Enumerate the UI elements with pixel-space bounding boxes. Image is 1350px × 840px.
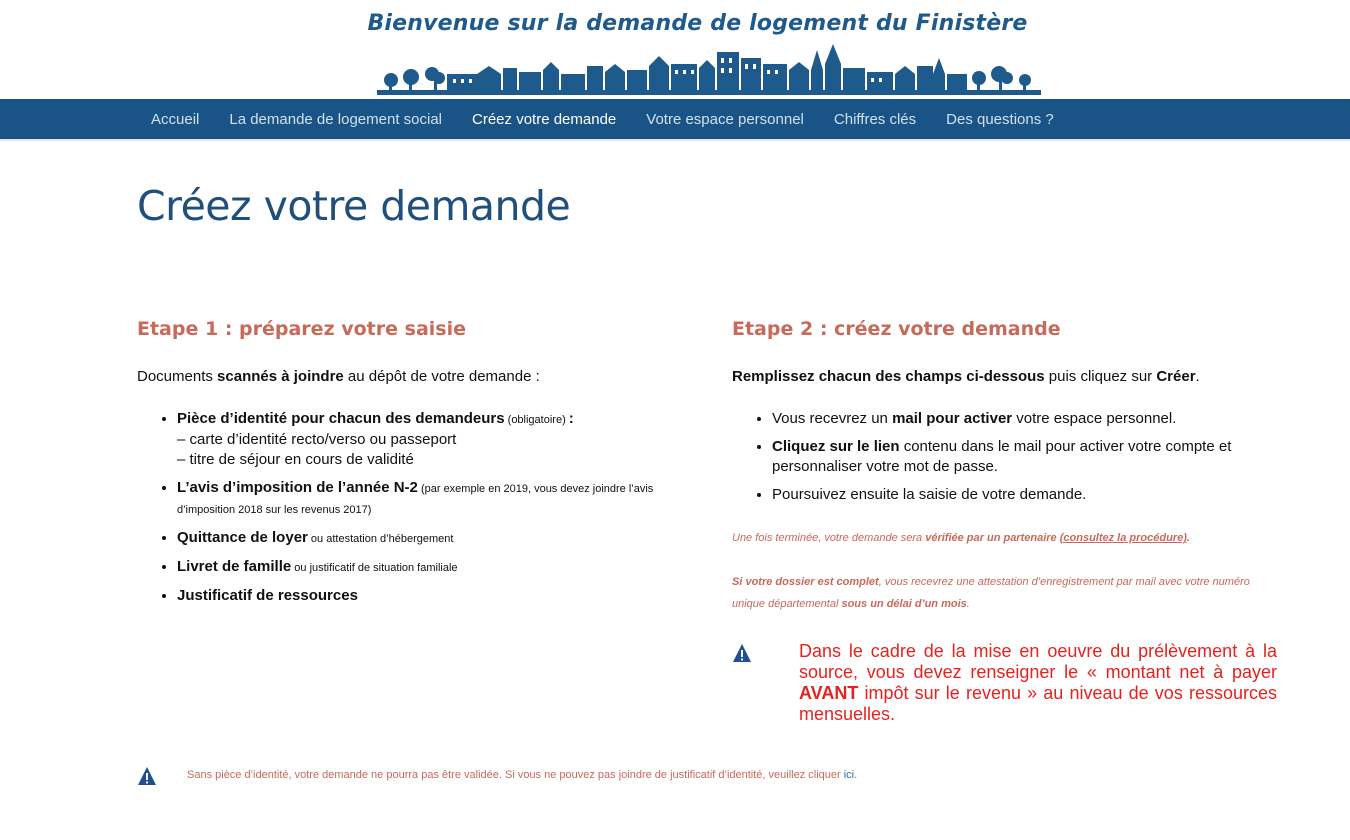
main-nav: [0, 99, 1350, 139]
list-item: • L’avis d’imposition de l’année N-2 (par exemple en 2019, vous devez joindre l’avis d’imposition 2018 sur les revenus 2017): [177, 478, 697, 520]
warning-triangle-icon: [732, 643, 752, 663]
steps-list: [732, 409, 1277, 505]
verification-note: Une fois terminée, votre demande sera vérifiée par un partenaire (consultez la procédure).: [732, 532, 1190, 544]
nav-item-demande-logement-social[interactable]: La demande de logement social: [229, 110, 443, 128]
documents-list: [137, 409, 697, 606]
skyline-logo: [377, 44, 1041, 96]
step1-content: [137, 367, 697, 614]
list-item: • Justificatif de ressources: [177, 586, 697, 606]
list-item: • Cliquez sur le lien contenu dans le mail pour activer votre compte et personnaliser votre mot de passe.: [772, 437, 1277, 477]
list-item: • Poursuivez ensuite la saisie de votre demande.: [772, 485, 1277, 505]
step2-title: Etape 2 : créez votre demande: [732, 318, 1061, 340]
site-banner: [0, 0, 1350, 99]
click-here-link[interactable]: ici: [843, 769, 855, 781]
consultez-procedure-link[interactable]: (consultez la procédure): [1059, 532, 1187, 544]
nav-item-des-questions[interactable]: Des questions ?: [946, 110, 1054, 128]
step1-title: Etape 1 : préparez votre saisie: [137, 318, 466, 340]
list-item: • Vous recevrez un mail pour activer votre espace personnel.: [772, 409, 1277, 429]
list-item: • Quittance de loyer ou attestation d’hébergement: [177, 528, 697, 549]
identity-warning-note: Sans pièce d’identité, votre demande ne pourra pas être validée. Si vous ne pouvez pas joindre de justificatif d’identité, veuillez cliquer ici.: [187, 769, 858, 781]
step2-content: [732, 367, 1277, 615]
nav-item-chiffres-cles[interactable]: Chiffres clés: [833, 110, 917, 128]
attestation-note: Si votre dossier est complet, vous recevrez une attestation d’enregistrement par mail avec votre numéro unique départemental sous un délai d’un mois.: [732, 576, 1250, 610]
step2-intro: Remplissez chacun des champs ci-dessous puis cliquez sur Créer.: [732, 368, 1200, 385]
prelevement-warning: Dans le cadre de la mise en oeuvre du prélèvement à la source, vous devez renseigner le « montant net à payer AVANT impôt sur le revenu » au niveau de vos ressources mensuelles.: [799, 641, 1277, 724]
warning-triangle-icon: [137, 766, 157, 786]
nav-item-creez-votre-demande[interactable]: Créez votre demande: [472, 110, 617, 128]
nav-item-accueil[interactable]: Accueil: [151, 110, 200, 128]
site-title: Bienvenue sur la demande de logement du Finistère: [367, 11, 1028, 36]
nav-shadow: [0, 139, 1350, 142]
step1-intro: Documents scannés à joindre au dépôt de votre demande :: [137, 368, 540, 385]
nav-item-espace-personnel[interactable]: Votre espace personnel: [646, 110, 804, 128]
page-title: Créez votre demande: [137, 182, 571, 230]
list-item: • Pièce d’identité pour chacun des demandeurs (obligatoire) : – carte d’identité recto/verso ou passeport – titre de séjour en cours de validité: [177, 409, 697, 470]
list-item: • Livret de famille ou justificatif de situation familiale: [177, 557, 697, 578]
